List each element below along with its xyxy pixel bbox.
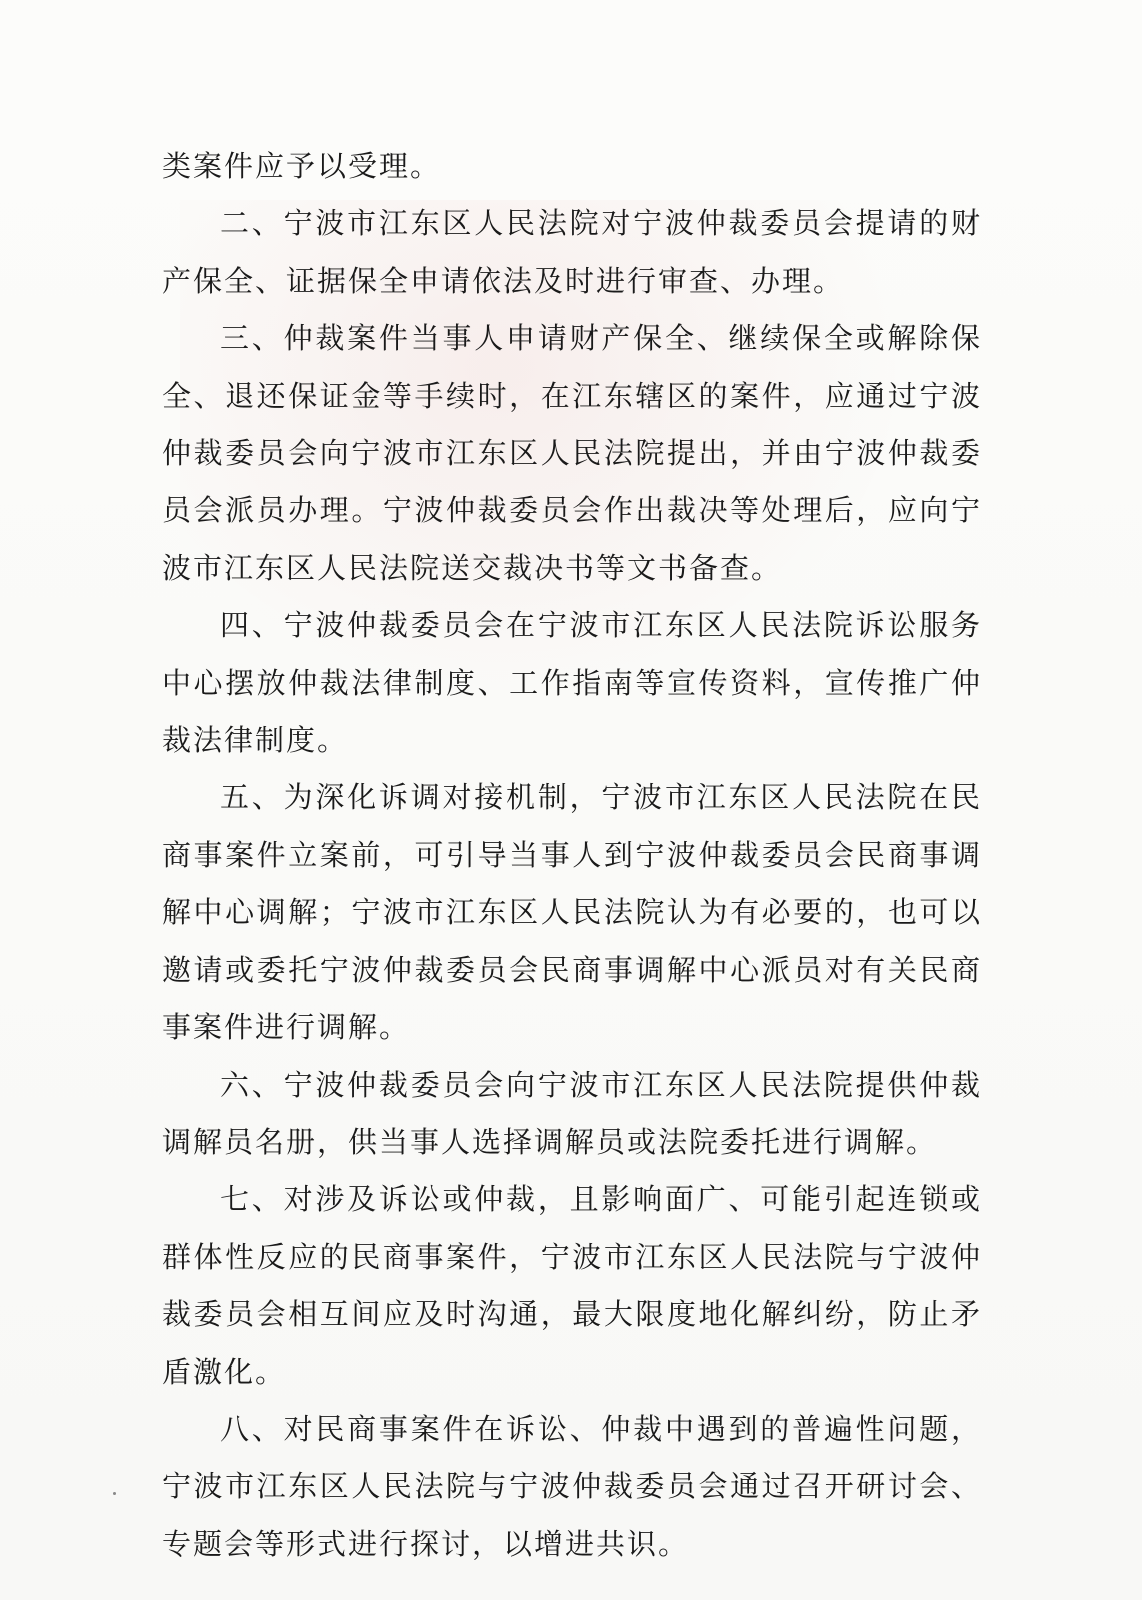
paragraph-continuation: 类案件应予以受理。 [162, 149, 442, 183]
paragraph-item-6: 六、宁波仲裁委员会向宁波市江东区人民法院提供仲裁调解员名册，供当事人选择调解员或法院委托进行调解。 [162, 1067, 982, 1159]
paragraph-item-4: 四、宁波仲裁委员会在宁波市江东区人民法院诉讼服务中心摆放仲裁法律制度、工作指南等宣传资料，宣传推广仲裁法律制度。 [162, 608, 982, 758]
paragraph-item-8: 八、对民商事案件在诉讼、仲裁中遇到的普遍性问题，宁波市江东区人民法院与宁波仲裁委员会通过召开研讨会、专题会等形式进行探讨，以增进共识。 [162, 1411, 982, 1561]
scan-speck [113, 1492, 116, 1495]
paragraph-item-3: 三、仲裁案件当事人申请财产保全、继续保全或解除保全、退还保证金等手续时，在江东辖区的案件，应通过宁波仲裁委员会向宁波市江东区人民法院提出，并由宁波仲裁委员会派员办理。宁波仲裁委员会作出裁决等处理后，应向宁波市江东区人民法院送交裁决书等文书备查。 [162, 321, 982, 585]
paragraph-item-5: 五、为深化诉调对接机制，宁波市江东区人民法院在民商事案件立案前，可引导当事人到宁波仲裁委员会民商事调解中心调解；宁波市江东区人民法院认为有必要的，也可以邀请或委托宁波仲裁委员会民商事调解中心派员对有关民商事案件进行调解。 [162, 780, 982, 1045]
paragraph-item-7: 七、对涉及诉讼或仲裁，且影响面广、可能引起连锁或群体性反应的民商事案件，宁波市江东区人民法院与宁波仲裁委员会相互间应及时沟通，最大限度地化解纠纷，防止矛盾激化。 [162, 1182, 982, 1389]
document-body [162, 138, 982, 1573]
paragraph-item-2: 二、宁波市江东区人民法院对宁波仲裁委员会提请的财产保全、证据保全申请依法及时进行审查、办理。 [162, 206, 982, 298]
